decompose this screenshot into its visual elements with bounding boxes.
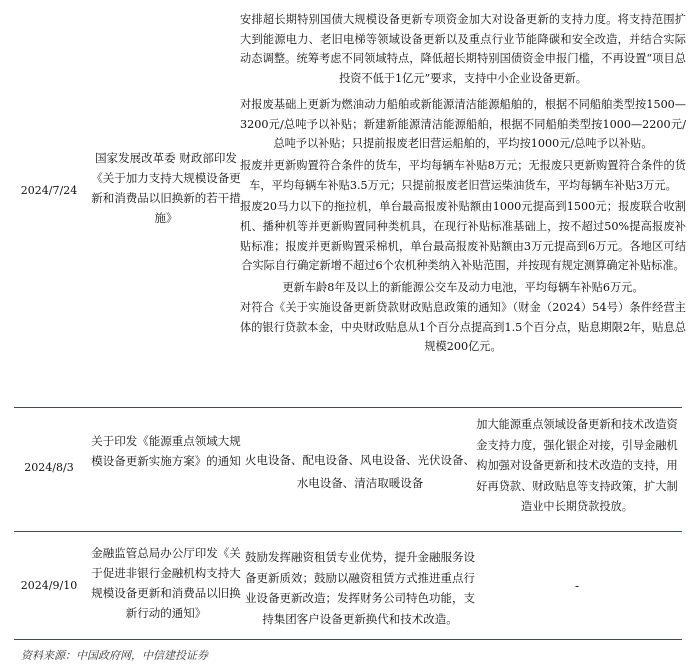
content-paragraph: 报废20马力以下的拖拉机，单台最高报废补贴额由1000元提高到1500元；报废联合收割机、播种机等并更新购置同种类机具，在现行补贴标准基础上，按不超过50%提高报废补贴标准；报废并更新购置采棉机，单台最高报废补贴额由3万元提高到6万元。各地区可结合实际自行确定新增不超过6个农机种类纳入补贴范围，并按现有规定测算确定补贴标准。 [240,200,686,273]
row-document-title: 关于印发《能源重点领域大规模设备更新实施方案》的通知 [91,434,241,468]
table-bottom-border [14,639,682,640]
content-paragraph: 报废并更新购置符合条件的货车，平均每辆车补贴8万元；无报废只更新购置符合条件的货车，平均每辆车补贴3.5万元；只提前报废老旧营运柴油货车，平均每辆车补贴3万元。 [240,158,686,192]
row-divider [14,531,682,532]
table-row [14,533,682,638]
row-content [240,10,686,357]
content-paragraph: 安排超长期特别国债大规模设备更新专项资金加大对设备更新的支持力度。将支持范围扩大到能源电力、老旧电梯等领域设备更新以及重点行业节能降碳和安全改造，并结合实际动态调整。统筹考虑不同领域特点，降低超长期特别国债资金申报门槛，不再设置“项目总投资不低于1亿元”要求，支持中小企业设备更新。 [240,13,686,86]
source-note: 资料来源：中国政府网，中信建投证券 [21,649,208,662]
content-paragraph: 对报废基础上更新为燃油动力船舶或新能源清洁能源船舶的，根据不同船舶类型按1500—3200元/总吨予以补贴；新建新能源清洁能源船舶，根据不同船舶类型按1000—2200元/总吨予以补贴；只提前报废老旧营运船舶的，平均按1000元/总吨予以补贴。 [240,97,686,151]
row-financing-support: 加大能源重点领域设备更新和技术改造资金支持力度，强化银企对接，引导金融机构加强对设备更新和技术改造的支持，用好再贷款、财政贴息等支持政策，扩大制造业中长期贷款投放。 [476,418,678,513]
row-equipment-list: 火电设备、配电设备、风电设备、光伏设备、水电设备、清洁取暖设备 [245,453,475,490]
content-paragraph: 更新车龄8年及以上的新能源公交车及动力电池，平均每辆车补贴6万元。 [282,281,644,295]
row-policy-measures: 鼓励发挥融资租赁专业优势，提升金融服务设备更新质效；鼓励以融资租赁方式推进重点行业设备更新改造；发挥财务公司特色功能，支持集团客户设备更新换代和技术改造。 [245,550,475,626]
row-document-title: 金融监管总局办公厅印发《关于促进非银行金融机构支持大规模设备更新和消费品以旧换新行动的通知》 [91,546,241,620]
row-divider [14,407,682,408]
row-date: 2024/7/24 [20,184,78,197]
row-date: 2024/9/10 [20,579,78,592]
row-empty-value: - [574,579,580,593]
table-row [14,409,682,529]
content-paragraph: 对符合《关于实施设备更新贷款财政贴息政策的通知》（财金（2024）54号）条件经营主体的银行贷款本金，中央财政贴息从1个百分点提高到1.5个百分点，贴息期限2年，贴息总规模200亿元。 [240,300,686,354]
row-document-title: 国家发展改革委 财政部印发《关于加力支持大规模设备更新和消费品以旧换新的若干措施》 [91,151,241,225]
row-date: 2024/8/3 [24,461,74,474]
table-row [14,0,686,404]
